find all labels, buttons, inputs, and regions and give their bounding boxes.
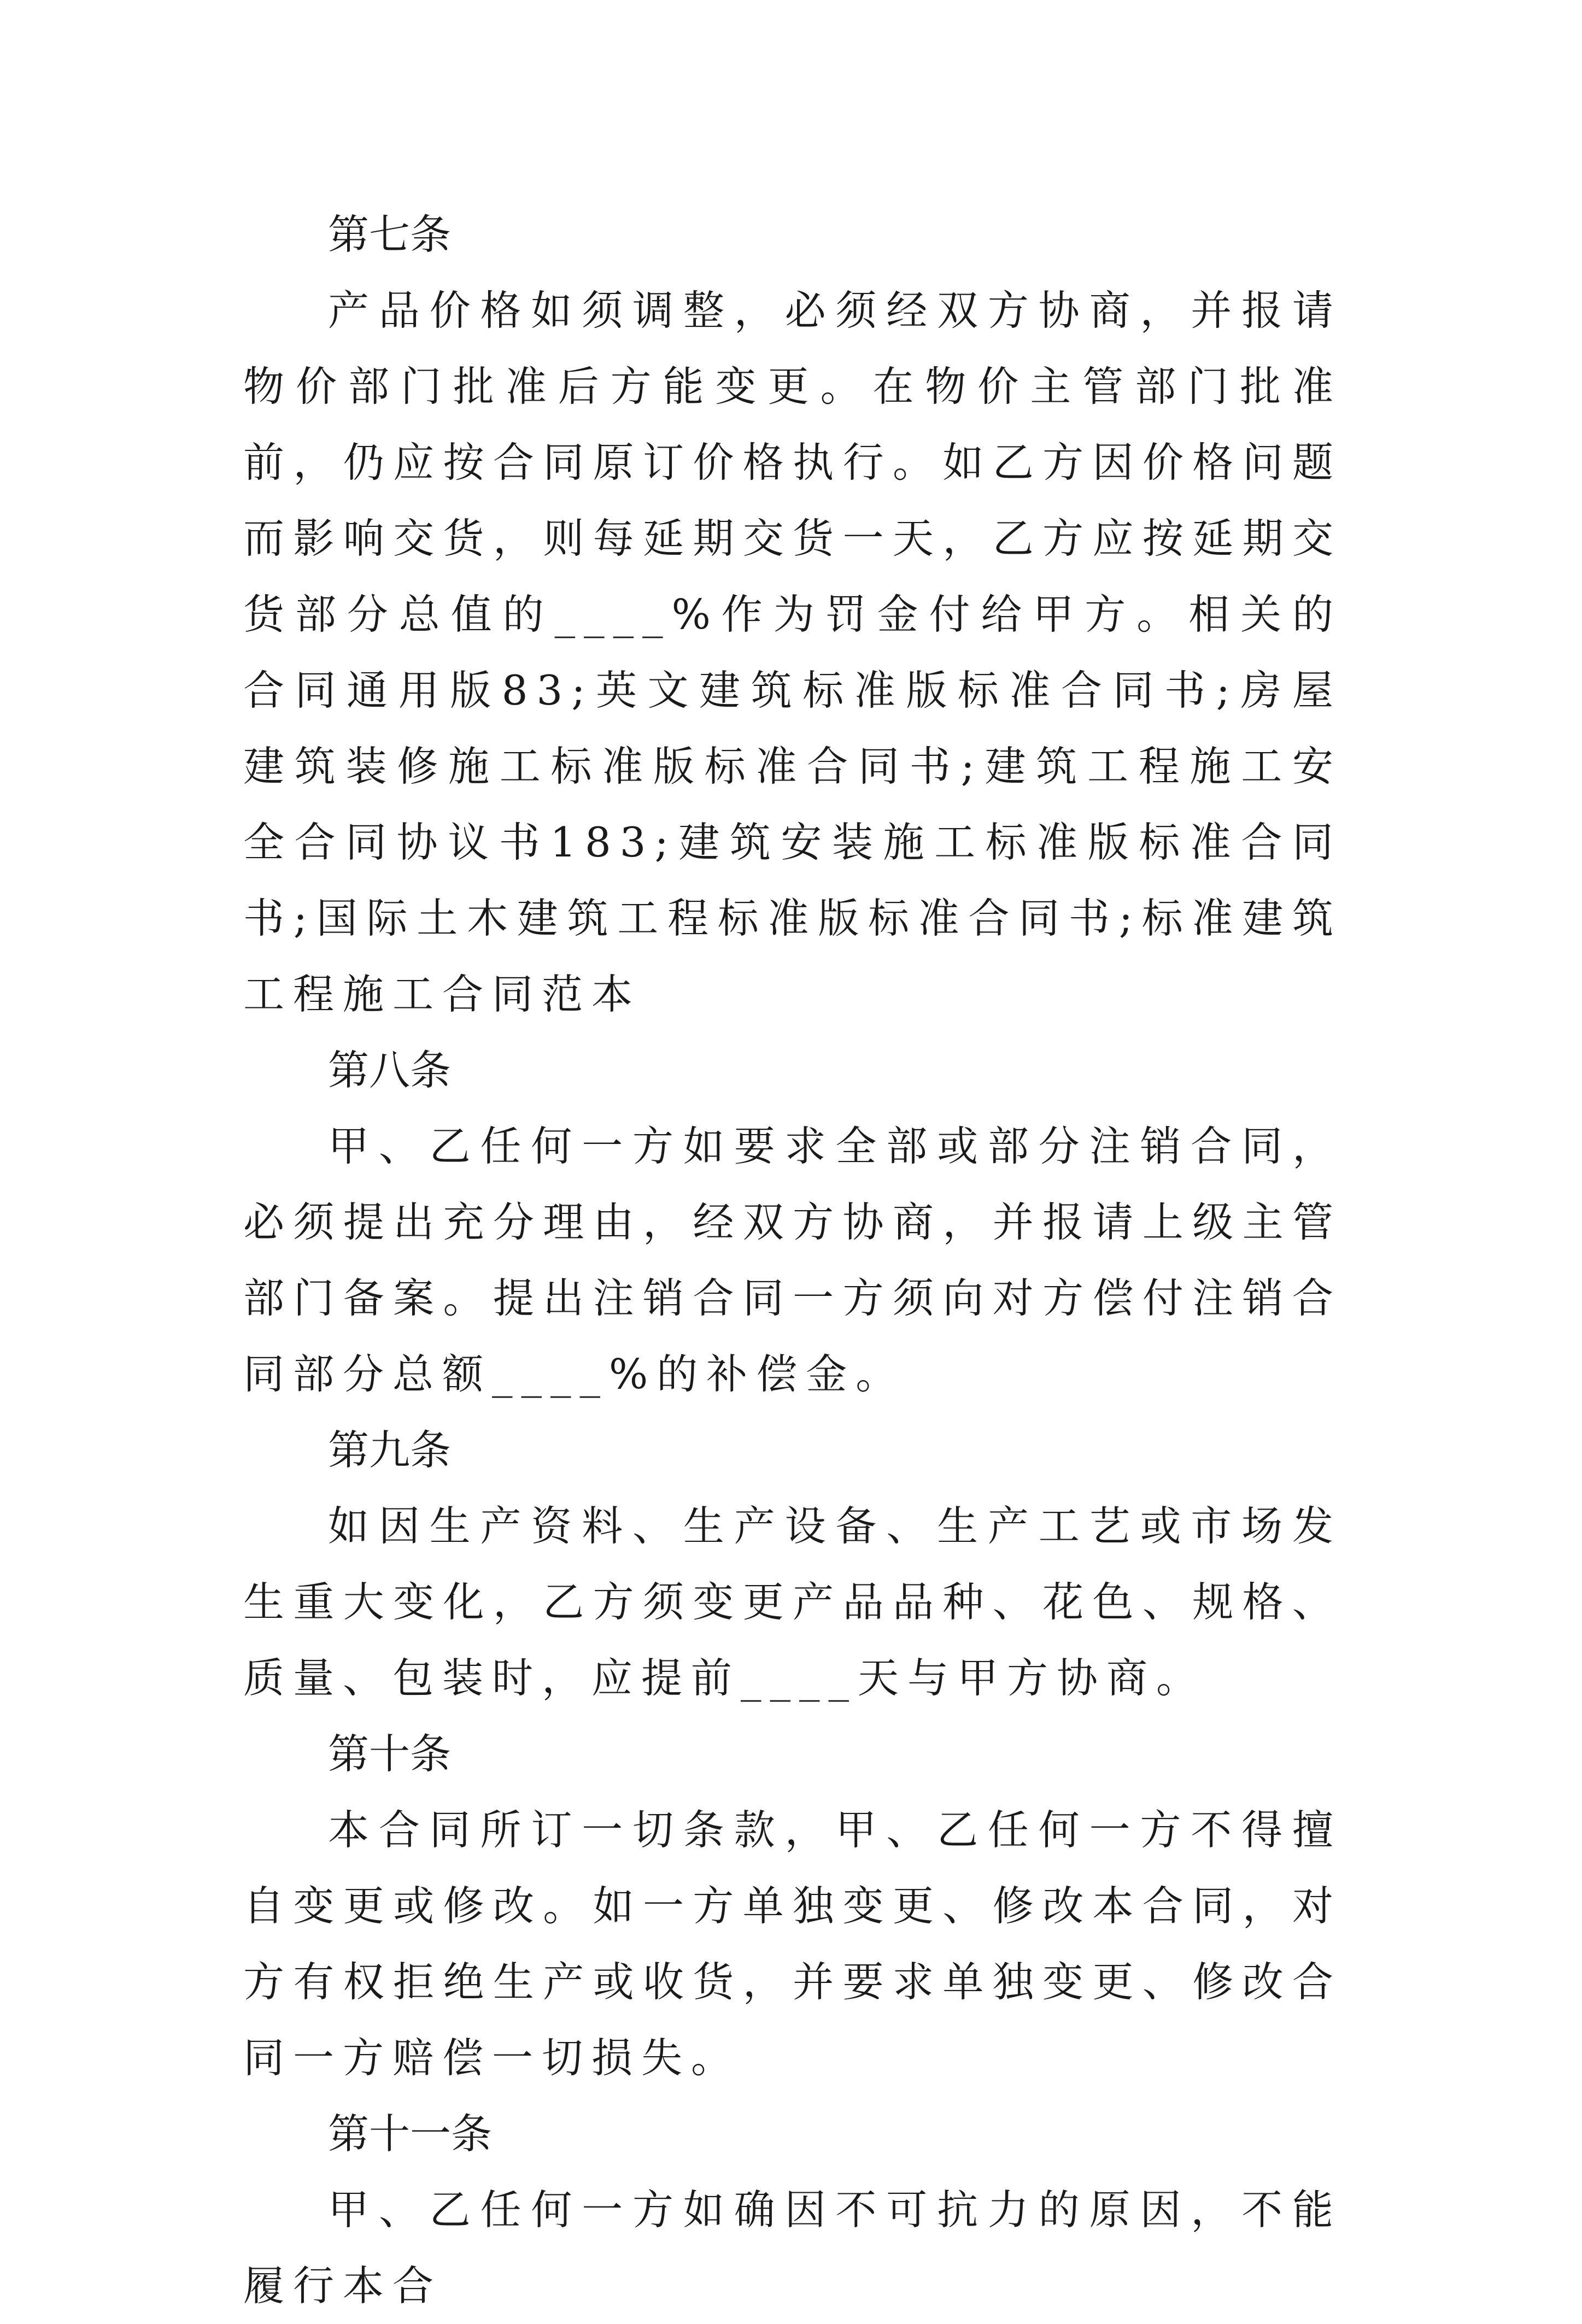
article-body-10: 本合同所订一切条款，甲、乙任何一方不得擅自变更或修改。如一方单独变更、修改本合同，对方有权拒绝生产或收货，并要求单独变更、修改合同一方赔偿一切损失。 xyxy=(243,1806,1342,2082)
article-body-11: 甲、乙任何一方如确因不可抗力的原因，不能履行本合 xyxy=(243,2186,1342,2310)
article-body-7: 产品价格如须调整，必须经双方协商，并报请物价部门批准后方能变更。在物价主管部门批准前，仍应按合同原订价格执行。如乙方因价格问题而影响交货，则每延期交货一天，乙方应按延期交货部分总值的____%作为罚金付给甲方。相关的合同通用版83;英文建筑标准版标准合同书;房屋建筑装修施工标准版标准合同书;建筑工程施工安全合同协议书183;建筑安装施工标准版标准合同书;国际土木建筑工程标准版标准合同书;标准建筑工程施工合同范本 xyxy=(243,286,1342,1018)
article-heading-11: 第十一条 xyxy=(328,2110,493,2158)
article-heading-8: 第八条 xyxy=(328,1046,452,1094)
article-heading-9: 第九条 xyxy=(328,1426,452,1474)
article-heading-10: 第十条 xyxy=(328,1730,452,1778)
article-heading-7: 第七条 xyxy=(328,210,452,259)
article-body-9: 如因生产资料、生产设备、生产工艺或市场发生重大变化，乙方须变更产品品种、花色、规格、质量、包装时，应提前____天与甲方协商。 xyxy=(243,1502,1342,1702)
article-body-8: 甲、乙任何一方如要求全部或部分注销合同，必须提出充分理由，经双方协商，并报请上级主管部门备案。提出注销合同一方须向对方偿付注销合同部分总额____%的补偿金。 xyxy=(243,1122,1342,1398)
document-body xyxy=(243,197,1342,2324)
